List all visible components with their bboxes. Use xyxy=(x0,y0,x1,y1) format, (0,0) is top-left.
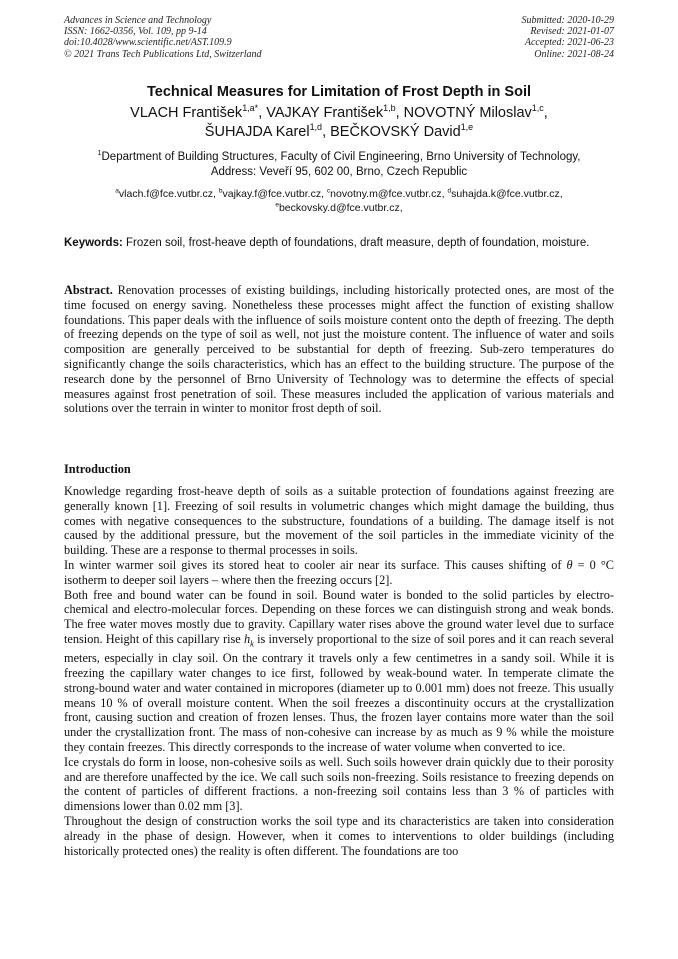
date-online: Online: 2021-08-24 xyxy=(534,48,614,60)
affiliation xyxy=(50,150,628,180)
paragraph-text: Both free and bound water can be found in soil. Bound water is bonded to the solid particles by electro-chemical and electro-molecular forces. Depending on these forces we can distinguish strong and weak bonds. The free water moves mostly due to gravity. Capillary water rises above the ground water level due to surface tension. Height of this capillary rise xyxy=(64,587,614,646)
affiliation-marker: 1 xyxy=(97,149,102,158)
paragraph xyxy=(64,558,614,588)
author-name: ŠUHAJDA Karel xyxy=(204,124,310,140)
author-affiliation-marker: 1,c xyxy=(531,103,544,114)
paragraph-text: is inversely proportional to the size of soil pores and it can reach several meters, especially in clay soil. On the contrary it travels only a few centimetres in a sandy soil. While it is freezing the capillary water changes to ice first, followed by weak-bound water. In temperate climate the strong-bound water and water contained in micropores (diameter up to 0.001 mm) does not freeze. This usually means 10 % of overall moisture content. When the soil freezes a discontinuity occurs at the crystallization front, causing suction and creation of frozen lenses. Thus, the frozen layer contains more water than the soil under the crystallization front. The mass of non-cohesive can increase by as much as 9 % while the moisture they contain freezes. This directly corresponds to the increase of water volume when converted to ice. xyxy=(64,631,615,754)
affiliation-address: Address: Veveří 95, 602 00, Brno, Czech Republic xyxy=(210,166,468,178)
paragraph: Knowledge regarding frost-heave depth of soils as a suitable protection of foundations against freezing are generally known [1]. Freezing of soil results in volumetric changes which might damage the building, thus comes with negative consequences to the substructure, foundations of a building. The damage itself is not caused by the additional pressure, but the movement of the soil particles in the immediate vicinity of the building. These are a response to thermal processes in soils. xyxy=(64,484,614,558)
author-affiliation-marker: 1,e xyxy=(460,122,474,133)
author-separator: , xyxy=(258,105,267,121)
author-name: NOVOTNÝ Miloslav xyxy=(403,105,532,121)
paragraph: Ice crystals do form in loose, non-cohesive soils as well. Such soils however drain quickly due to their porosity and are therefore unaffected by the ice. We call such soils non-freezing. Soils resistance to freezing depends on the content of particles of different fractions. a non-freezing soil contains less than 3 % of particles with dimensions lower than 0.02 mm [3]. xyxy=(64,754,614,814)
journal-info xyxy=(64,15,262,60)
email-link[interactable]: suhajda.k@fce.vutbr.cz, xyxy=(451,188,563,200)
section-heading-introduction: Introduction xyxy=(64,462,131,476)
author-separator: , xyxy=(322,124,331,140)
author-separator: , xyxy=(543,105,548,121)
author-affiliation-marker: 1,b xyxy=(383,103,396,114)
abstract-text: Renovation processes of existing buildings, including historically protected ones, are most of the time focused on energy saving. Nonetheless these processes might affect the function of existing shallow foundations. This paper deals with the influence of soils moisture content onto the depth of freezing. The depth of freezing depends on the type of soil as well, not just the moisture content. The influence of water and soils composition are generally perceived to be substantial for depth of freezing. Sub-zero temperatures do significantly change the soils characteristics, which has an effect to the building structure. The purpose of the research done by the personnel of Brno University of Technology was to determine the effects of special measures against frost penetration of soil. These measures included the application of various materials and solutions over the terrain in winter to monitor frost depth of soil. xyxy=(64,283,614,416)
date-submitted: Submitted: 2020-10-29 xyxy=(521,15,614,26)
email-marker: c xyxy=(326,187,331,195)
abstract-label: Abstract. xyxy=(64,283,113,297)
affiliation-line: Department of Building Structures, Faculty of Civil Engineering, Brno University of Technology, xyxy=(101,151,581,163)
paragraph: Throughout the design of construction works the soil type and its characteristics are taken into consideration already in the phase of design. However, when it comes to interventions to older buildings (including historically protected ones) the reality is often different. The foundations are too xyxy=(64,813,614,858)
theta-symbol: θ xyxy=(566,557,573,572)
email-marker: a xyxy=(115,187,119,195)
journal-name: Advances in Science and Technology xyxy=(64,15,212,26)
author-emails xyxy=(50,187,628,215)
author-affiliation-marker: 1,d xyxy=(309,122,323,133)
email-marker: d xyxy=(447,187,452,195)
email-marker: e xyxy=(275,201,279,209)
paper-title: Technical Measures for Limitation of Frost Depth in Soil xyxy=(146,84,532,100)
journal-issn: ISSN: 1662-0356, Vol. 109, pp 9-14 xyxy=(64,26,207,38)
paragraph-text: In winter warmer soil gives its stored heat to cooler air near its surface. This causes shifting of xyxy=(64,557,567,572)
keywords-text: Frozen soil, frost-heave depth of foundations, draft measure, depth of foundation, moisture. xyxy=(122,237,590,249)
author-separator: , xyxy=(395,105,404,121)
author-list xyxy=(40,104,638,142)
author-name: VLACH František xyxy=(130,105,243,121)
email-link[interactable]: vajkay.f@fce.vutbr.cz, xyxy=(222,188,327,200)
email-link[interactable]: vlach.f@fce.vutbr.cz, xyxy=(118,188,219,200)
paragraph xyxy=(64,588,614,755)
capillary-subscript: k xyxy=(250,638,254,649)
email-marker: b xyxy=(218,187,223,195)
author-name: BEČKOVSKÝ David xyxy=(330,124,461,140)
keywords xyxy=(64,236,614,251)
paragraph-text: = 0 °C isotherm to deeper soil layers – where then the freezing occurs [2]. xyxy=(64,557,614,587)
publication-dates xyxy=(522,15,615,60)
email-link[interactable]: beckovsky.d@fce.vutbr.cz, xyxy=(278,202,403,214)
abstract xyxy=(64,283,614,416)
date-revised: Revised: 2021-01-07 xyxy=(530,26,614,38)
author-name: VAJKAY František xyxy=(266,105,384,121)
keywords-label: Keywords: xyxy=(64,237,123,249)
author-affiliation-marker: 1,a* xyxy=(242,103,259,114)
date-accepted: Accepted: 2021-06-23 xyxy=(524,37,614,49)
email-link[interactable]: novotny.m@fce.vutbr.cz, xyxy=(330,188,448,200)
capillary-height-symbol: h xyxy=(243,631,251,646)
journal-copyright: © 2021 Trans Tech Publications Ltd, Switzerland xyxy=(64,48,262,60)
introduction-body xyxy=(64,484,614,858)
journal-doi: doi:10.4028/www.scientific.net/AST.109.9 xyxy=(64,37,232,49)
